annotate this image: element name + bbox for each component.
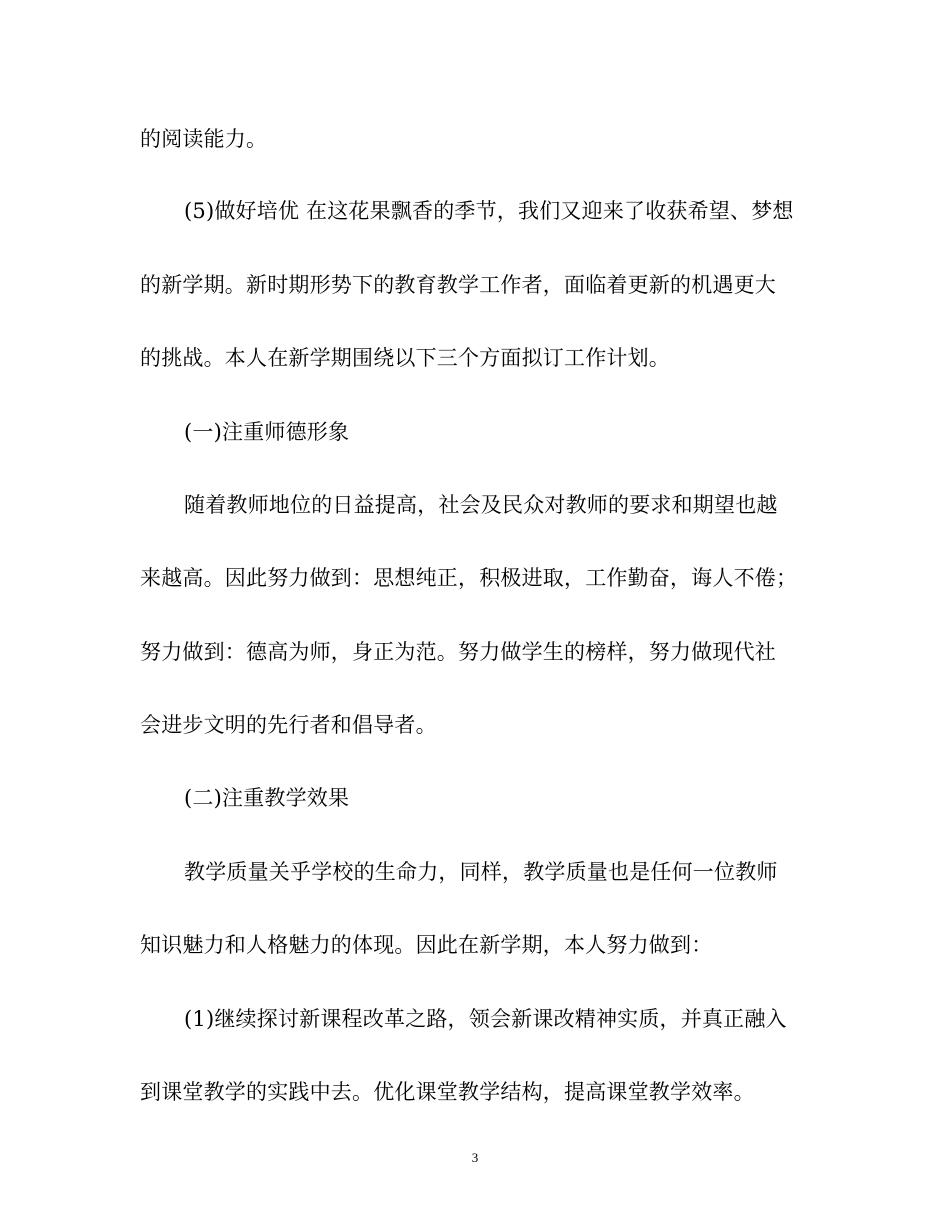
section-heading: (二)注重教学效果 bbox=[184, 786, 350, 810]
paragraph-line: (1)继续探讨新课程改革之路，领会新课改精神实质，并真正融入 bbox=[184, 1007, 787, 1031]
text-line: 努力做到：德高为师，身正为范。努力做学生的榜样，努力做现代社 bbox=[140, 640, 776, 664]
paragraph-line: 教学质量关乎学校的生命力，同样，教学质量也是任何一位教师 bbox=[184, 860, 778, 884]
text-line: 来越高。因此努力做到：思想纯正，积极进取，工作勤奋，诲人不倦； bbox=[140, 566, 798, 590]
page-number: 3 bbox=[471, 1150, 479, 1165]
text-line: 到课堂教学的实践中去。优化课堂教学结构，提高课堂教学效率。 bbox=[140, 1080, 755, 1104]
text-line: 的阅读能力。 bbox=[140, 127, 268, 151]
section-heading: (一)注重师德形象 bbox=[184, 420, 350, 444]
text-line: 的新学期。新时期形势下的教育教学工作者，面临着更新的机遇更大 bbox=[140, 273, 776, 297]
text-line: 知识魅力和人格魅力的体现。因此在新学期，本人努力做到： bbox=[140, 933, 713, 957]
text-line: 的挑战。本人在新学期围绕以下三个方面拟订工作计划。 bbox=[140, 346, 670, 370]
text-line: 会进步文明的先行者和倡导者。 bbox=[140, 713, 437, 737]
paragraph-line: (5)做好培优 在这花果飘香的季节，我们又迎来了收获希望、梦想 bbox=[184, 199, 794, 223]
paragraph-line: 随着教师地位的日益提高，社会及民众对教师的要求和期望也越 bbox=[184, 493, 778, 517]
